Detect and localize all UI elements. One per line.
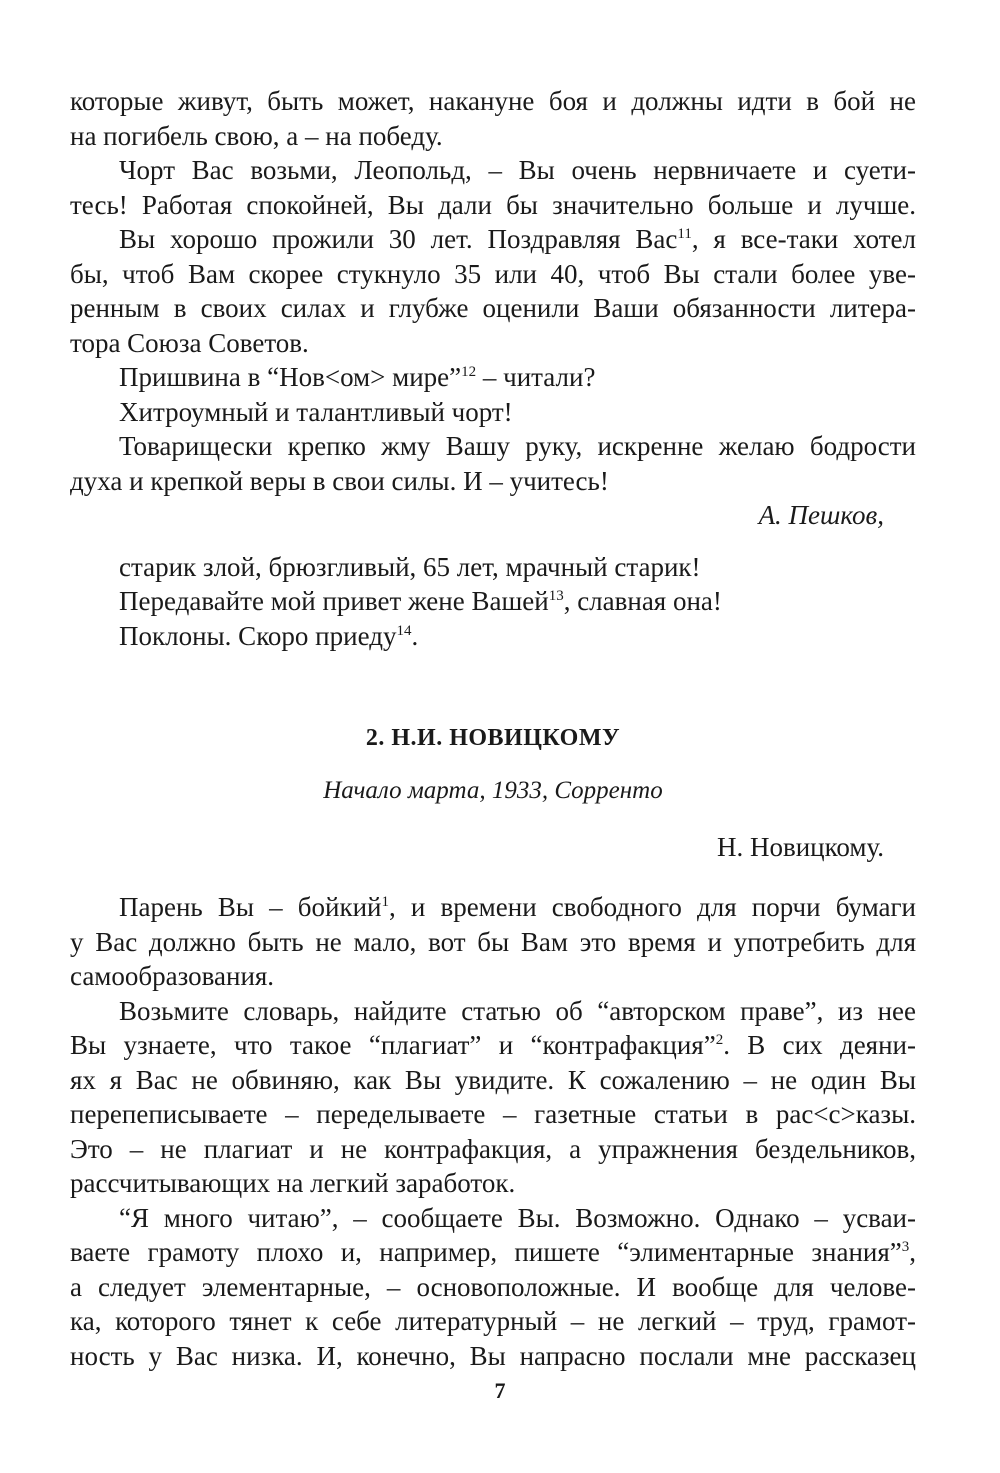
text-line: ях я Вас не обвиняю, как Вы увидите. К сожалению – не один Вы — [70, 1064, 916, 1095]
text-line: Чорт Вас возьми, Леопольд, – Вы очень нервничаете и суети- — [119, 155, 916, 185]
text-line: у Вас должно быть не мало, вот бы Вам это время и употребить для — [70, 926, 916, 957]
text-line: которые живут, быть может, накануне боя и должны идти в бой не — [70, 86, 916, 116]
text-line: духа и крепкой веры в свои силы. И – учитесь! — [70, 465, 609, 496]
footnote-ref: 2 — [715, 1032, 724, 1048]
footnote-ref: 1 — [381, 894, 389, 910]
text-line: рассчитывающих на легкий заработок. — [70, 1168, 516, 1198]
text-line: ность у Вас низка. И, конечно, Вы напрасно послали мне рассказец — [70, 1340, 916, 1371]
letter2-body — [70, 890, 916, 1373]
text-line: Товарищески крепко жму Вашу руку, искренне желаю бодрости — [119, 431, 916, 461]
footnote-ref: 13 — [548, 588, 564, 604]
text-line: ренным в своих силах и глубже оценили Ваши обязанности литера- — [70, 293, 916, 323]
text-line: Парень Вы – бойкий$^1$, и времени свободного для порчи бумаги — [119, 892, 916, 922]
page-number: 7 — [494, 1378, 506, 1403]
footnote-ref: 11 — [677, 226, 692, 242]
letter-date: Начало марта, 1933, Сорренто — [323, 777, 663, 804]
text-line: тесь! Работая спокойней, Вы дали бы значительно больше и лучше. — [70, 189, 916, 220]
footnote-ref: 14 — [396, 622, 412, 639]
letter1-body — [70, 84, 916, 653]
text-line: “Я много читаю”, – сообщаете Вы. Возможно. Однако – усваи- — [119, 1202, 916, 1233]
text-line: ваете грамоту плохо и, например, пишете “элиментарные знания”$^3$, — [70, 1237, 916, 1267]
text-line: тора Союза Советов. — [70, 327, 309, 358]
postscript — [70, 550, 916, 654]
text-line: Пришвина в “Нов<ом> мире”$^{12}$ – читали? — [119, 362, 596, 392]
text-line: а следует элементарные, – основоположные. И вообще для челове- — [70, 1271, 916, 1302]
text-line: бы, чтоб Вам скорее стукнуло 35 или 40, чтоб Вы стали более уве- — [70, 258, 916, 289]
text-line: Поклоны. Скоро приеду$^{14}$. — [119, 620, 419, 651]
text-line: ка, которого тянет к себе литературный – не легкий – труд, грамот- — [70, 1306, 916, 1336]
letter-heading: 2. Н.И. НОВИЦКОМУ — [365, 725, 621, 751]
text-line: на погибель свою, а – на победу. — [70, 120, 443, 151]
footnote-ref: 12 — [461, 364, 477, 380]
text-line: Возьмите словарь, найдите статью об “авторском праве”, из нее — [119, 995, 916, 1026]
text-line: Вы хорошо прожили 30 лет. Поздравляя Вас$^{11}$, я все-таки хотел — [119, 224, 916, 254]
letter-addressee: Н. Новицкому. — [716, 832, 884, 862]
text-line: Вы узнаете, что такое “плагиат” и “контрафакция”$^2$. В сих деяни- — [70, 1030, 916, 1060]
footnote-ref: 3 — [901, 1239, 910, 1255]
text-line: Это – не плагиат и не контрафакция, а упражнения бездельников, — [70, 1133, 916, 1164]
text-line: Передавайте мой привет жене Вашей$^{13}$, славная она! — [119, 586, 722, 616]
text-line: самообразования. — [70, 961, 275, 991]
text-line: Хитроумный и талантливый чорт! — [119, 396, 513, 427]
text-line: перепеписываете – переделываете – газетные статьи в рас<с>казы. — [70, 1099, 916, 1129]
text-line: старик злой, брюзгливый, 65 лет, мрачный старик! — [119, 551, 701, 582]
signature: А. Пешков, — [758, 500, 884, 530]
book-page — [70, 84, 916, 1371]
